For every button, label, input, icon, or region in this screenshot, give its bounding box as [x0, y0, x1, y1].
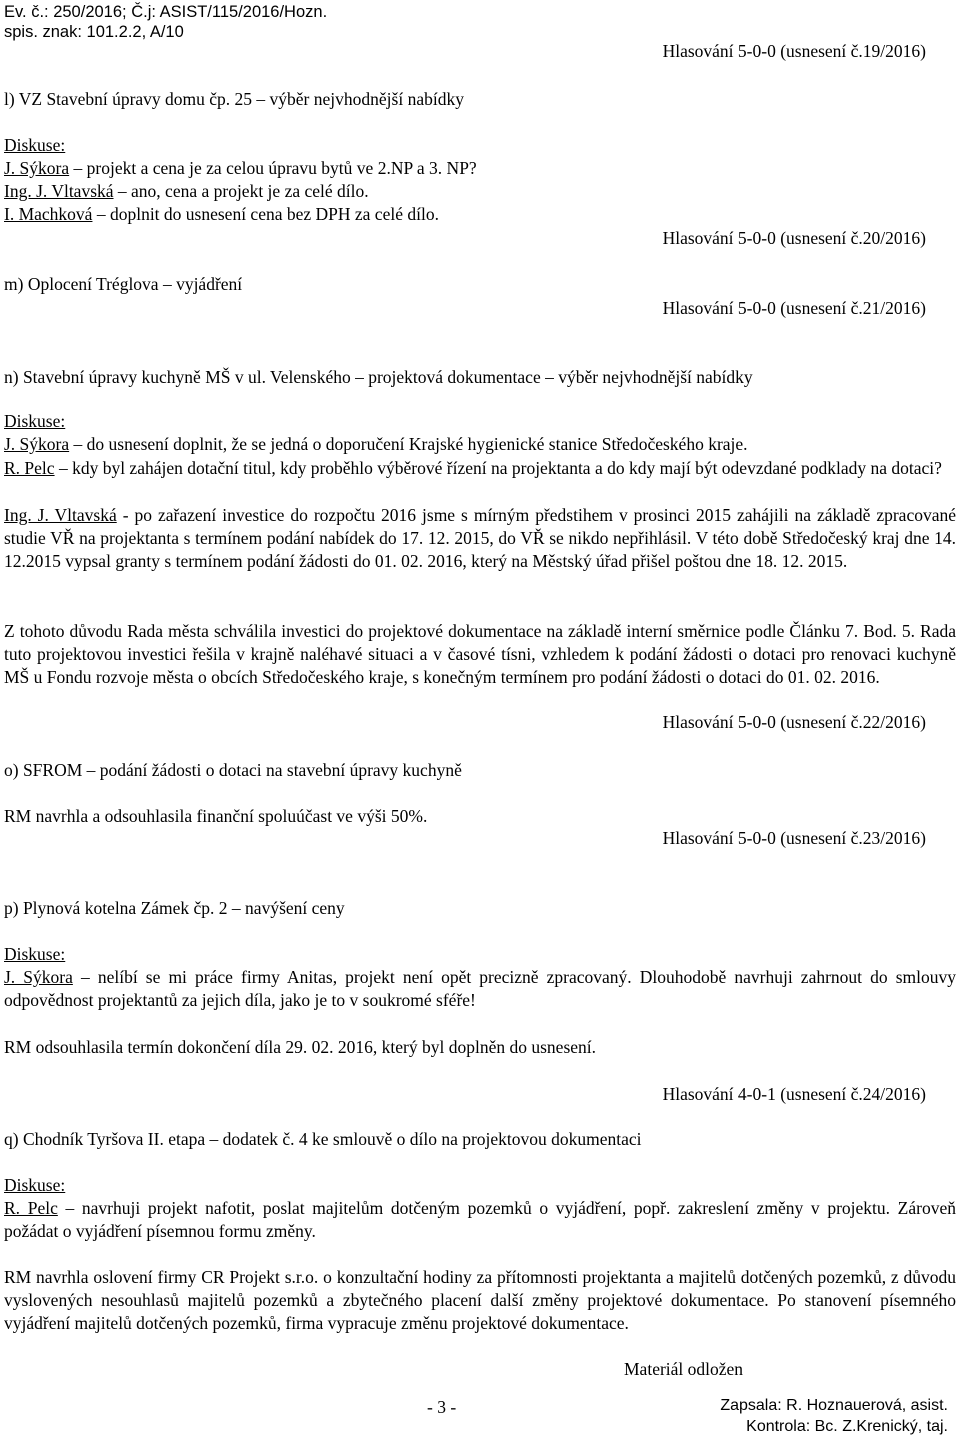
speaker-name: J. Sýkora: [4, 434, 70, 454]
comment-text: - po zařazení investice do rozpočtu 2016 jsme s mírným předstihem v prosinci 2015 zahájili na základě zpracované studie VŘ na projektanta s termínem podání nabídek do 17. 12. 2015, do VŘ se nikdo nepřihlásil. V této době Středočeský kraj dne 14. 12.2015 vypsal granty s termínem podání žádosti do 01. 02. 2016, který na Městský úřad přišel poštou dne 18. 12. 2015.: [4, 505, 957, 571]
vote-result-19: Hlasování 5-0-0 (usnesení č.19/2016): [662, 41, 926, 61]
speaker-name: I. Machková: [4, 204, 93, 224]
vote-result-21: Hlasování 5-0-0 (usnesení č.21/2016): [662, 298, 926, 318]
item-q-status: Materiál odložen: [624, 1359, 744, 1379]
speaker-name: R. Pelc: [4, 1198, 58, 1218]
comment-text: – nelíbí se mi práce firmy Anitas, projekt není opět precizně zpracovaný. Dlouhodobě navrhuji zahrnout do smlouvy odpovědnost projektantů za jejich díla, jako je to v soukromé sféře!: [4, 967, 957, 1010]
item-p-comment-1: [4, 966, 956, 1012]
item-n-council-explanation: Z tohoto důvodu Rada města schválila investici do projektové dokumentace na základě interní směrnice podle Článku 7. Bod. 5. Rada tuto projektovou investici řešila v krajně naléhavé situaci a v časové tísni, vzhledem k podání žádosti o dotaci pro renovaci kuchyně MŠ u Fondu rozvoje města o obcích Středočeského kraje, s konečným termínem pro podání žádosti o dotaci do 01. 02. 2016.: [4, 621, 956, 687]
item-q-comment-1: [4, 1197, 956, 1243]
speaker-name: R. Pelc: [4, 458, 55, 478]
document-header: [4, 2, 327, 42]
comment-text: – navrhuji projekt nafotit, poslat majitelům dotčeným pozemků o vyjádření, popř. zakreslení změny v projektu. Zároveň požádat o vyjádření písemnou formu změny.: [4, 1198, 956, 1241]
comment-text: – doplnit do usnesení cena bez DPH za celé dílo.: [92, 204, 439, 224]
item-p-resolution: RM odsouhlasila termín dokončení díla 29. 02. 2016, který byl doplněn do usnesení.: [4, 1037, 597, 1057]
speaker-name: J. Sýkora: [4, 158, 70, 178]
item-l-discussion-label: Diskuse:: [4, 135, 66, 155]
comment-text: – do usnesení doplnit, že se jedná o doporučení Krajské hygienické stanice Středočeského kraje.: [69, 434, 748, 454]
vote-result-20: Hlasování 5-0-0 (usnesení č.20/2016): [662, 228, 926, 248]
item-n-discussion-label: Diskuse:: [4, 411, 66, 431]
vote-result-23: Hlasování 5-0-0 (usnesení č.23/2016): [662, 828, 926, 848]
footer-signatures: [720, 1395, 948, 1437]
header-file-mark-line: spis. znak: 101.2.2, A/10: [4, 23, 184, 41]
speaker-name: J. Sýkora: [4, 967, 73, 987]
item-n-comment-2: [4, 457, 956, 480]
item-n-comment-1: [4, 433, 748, 456]
footer-checked-by: Kontrola: Bc. Z.Krenický, taj.: [746, 1418, 948, 1435]
item-l-comment-2: [4, 180, 369, 203]
item-l-comment-3: [4, 203, 439, 226]
speaker-name: Ing. J. Vltavská: [4, 505, 117, 525]
vote-result-24: Hlasování 4-0-1 (usnesení č.24/2016): [662, 1084, 926, 1104]
item-o-title: o) SFROM – podání žádosti o dotaci na stavební úpravy kuchyně: [4, 760, 462, 780]
item-m-title: m) Oplocení Tréglova – vyjádření: [4, 274, 243, 294]
page-number: - 3 -: [427, 1397, 457, 1417]
item-n-comment-3: [4, 504, 956, 573]
item-l-title: l) VZ Stavební úpravy domu čp. 25 – výběr nejvhodnější nabídky: [4, 89, 464, 109]
item-o-resolution: RM navrhla a odsouhlasila finanční spoluúčast ve výši 50%.: [4, 806, 428, 826]
item-p-discussion-label: Diskuse:: [4, 944, 66, 964]
item-n-title: n) Stavební úpravy kuchyně MŠ v ul. Velenského – projektová dokumentace – výběr nejvhodnější nabídky: [4, 367, 753, 387]
header-reference-line: Ev. č.: 250/2016; Č.j: ASIST/115/2016/Hozn.: [4, 3, 328, 21]
item-l-comment-1: [4, 157, 477, 180]
comment-text: – ano, cena a projekt je za celé dílo.: [113, 181, 369, 201]
item-q-discussion-label: Diskuse:: [4, 1175, 66, 1195]
item-q-title: q) Chodník Tyršova II. etapa – dodatek č. 4 ke smlouvě o dílo na projektovou dokumentaci: [4, 1129, 642, 1149]
speaker-name: Ing. J. Vltavská: [4, 181, 114, 201]
item-q-resolution: RM navrhla oslovení firmy CR Projekt s.r.o. o konzultační hodiny za přítomnosti projektanta a majitelů dotčených pozemků, z důvodu vyslovených nesouhlasů majitelů pozemků a zbytečného placení další změny projektové dokumentace. Po stanovení písemného vyjádření majitelů dotčených pozemků, firma vypracuje změnu projektové dokumentace.: [4, 1267, 956, 1333]
comment-text: – projekt a cena je za celou úpravu bytů ve 2.NP a 3. NP?: [69, 158, 477, 178]
comment-text: – kdy byl zahájen dotační titul, kdy proběhlo výběrové řízení na projektanta a do kdy mají být odevzdané podklady na dotaci?: [54, 458, 942, 478]
vote-result-22: Hlasování 5-0-0 (usnesení č.22/2016): [662, 712, 926, 732]
item-p-title: p) Plynová kotelna Zámek čp. 2 – navýšení ceny: [4, 898, 345, 918]
footer-recorded-by: Zapsala: R. Hoznauerová, asist.: [720, 1397, 948, 1414]
